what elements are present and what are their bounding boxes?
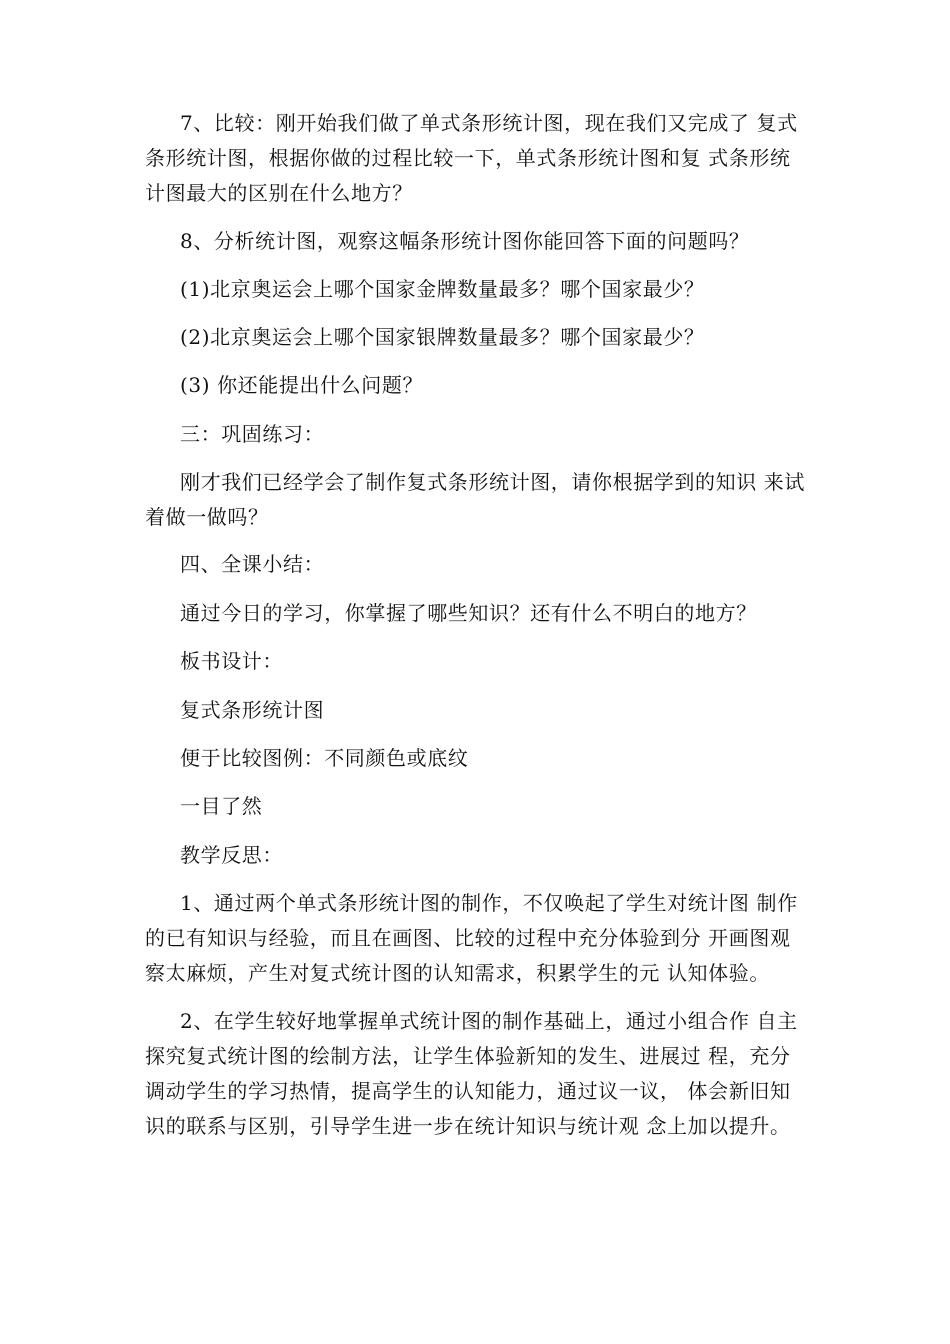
text-line: 复式条形统计图 [180, 698, 325, 722]
text-line: (2)北京奥运会上哪个国家银牌数量最多？哪个国家最少？ [180, 325, 705, 349]
text-line: 刚才我们已经学会了制作复式条形统计图，请你根据学到的知识 来试 [180, 470, 805, 494]
paragraph-reflection-1 [145, 886, 835, 991]
paragraph-board-clear [145, 789, 835, 824]
text-line: 四、全课小结： [180, 552, 325, 576]
text-line: 三：巩固练习： [180, 422, 325, 446]
paragraph-reflection-2 [145, 1004, 835, 1144]
paragraph-compare-question [145, 106, 835, 211]
text-line: 着做一做吗？ [145, 505, 269, 529]
text-line: 察太麻烦，产生对复式统计图的认知需求，积累学生的元 认知体验。 [145, 961, 770, 985]
text-line: 便于比较图例：不同颜色或底纹 [180, 746, 469, 770]
text-line: 8、分析统计图，观察这幅条形统计图你能回答下面的问题吗？ [180, 229, 750, 253]
section-heading-summary [145, 547, 835, 582]
text-line: 识的联系与区别，引导学生进一步在统计知识与统计观 念上加以提升。 [145, 1114, 791, 1138]
text-line: 1、通过两个单式条形统计图的制作，不仅唤起了学生对统计图 制作 [180, 891, 798, 915]
text-line: 探究复式统计图的绘制方法，让学生体验新知的发生、进展过 程，充分 [145, 1044, 791, 1068]
section-heading-board-design [145, 644, 835, 679]
text-line: 2、在学生较好地掌握单式统计图的制作基础上，通过小组合作 自主 [180, 1009, 798, 1033]
text-line: 的已有知识与经验，而且在画图、比较的过程中充分体验到分 开画图观 [145, 926, 791, 950]
section-heading-reflection [145, 838, 835, 873]
text-line: 通过今日的学习，你掌握了哪些知识？还有什么不明白的地方？ [180, 601, 757, 625]
text-line: (3) 你还能提出什么问题？ [180, 373, 424, 397]
text-line: 调动学生的学习热情，提高学生的认知能力，通过议一议， 体会新旧知 [145, 1079, 791, 1103]
paragraph-board-title [145, 693, 835, 728]
text-line: 条形统计图，根据你做的过程比较一下，单式条形统计图和复 式条形统 [145, 146, 791, 170]
paragraph-question-3 [145, 368, 835, 403]
text-line: 板书设计： [180, 649, 283, 673]
text-line: 一目了然 [180, 794, 263, 818]
paragraph-question-1 [145, 272, 835, 307]
text-line: 教学反思： [180, 843, 283, 867]
paragraph-board-legend [145, 741, 835, 776]
paragraph-summary [145, 596, 835, 631]
paragraph-analyze-chart [145, 224, 835, 259]
text-line: 计图最大的区别在什么地方？ [145, 181, 413, 205]
paragraph-practice [145, 465, 835, 535]
paragraph-question-2 [145, 320, 835, 355]
section-heading-practice [145, 417, 835, 452]
text-line: 7、比较：刚开始我们做了单式条形统计图，现在我们又完成了 复式 [180, 111, 798, 135]
text-line: (1)北京奥运会上哪个国家金牌数量最多？哪个国家最少？ [180, 277, 705, 301]
